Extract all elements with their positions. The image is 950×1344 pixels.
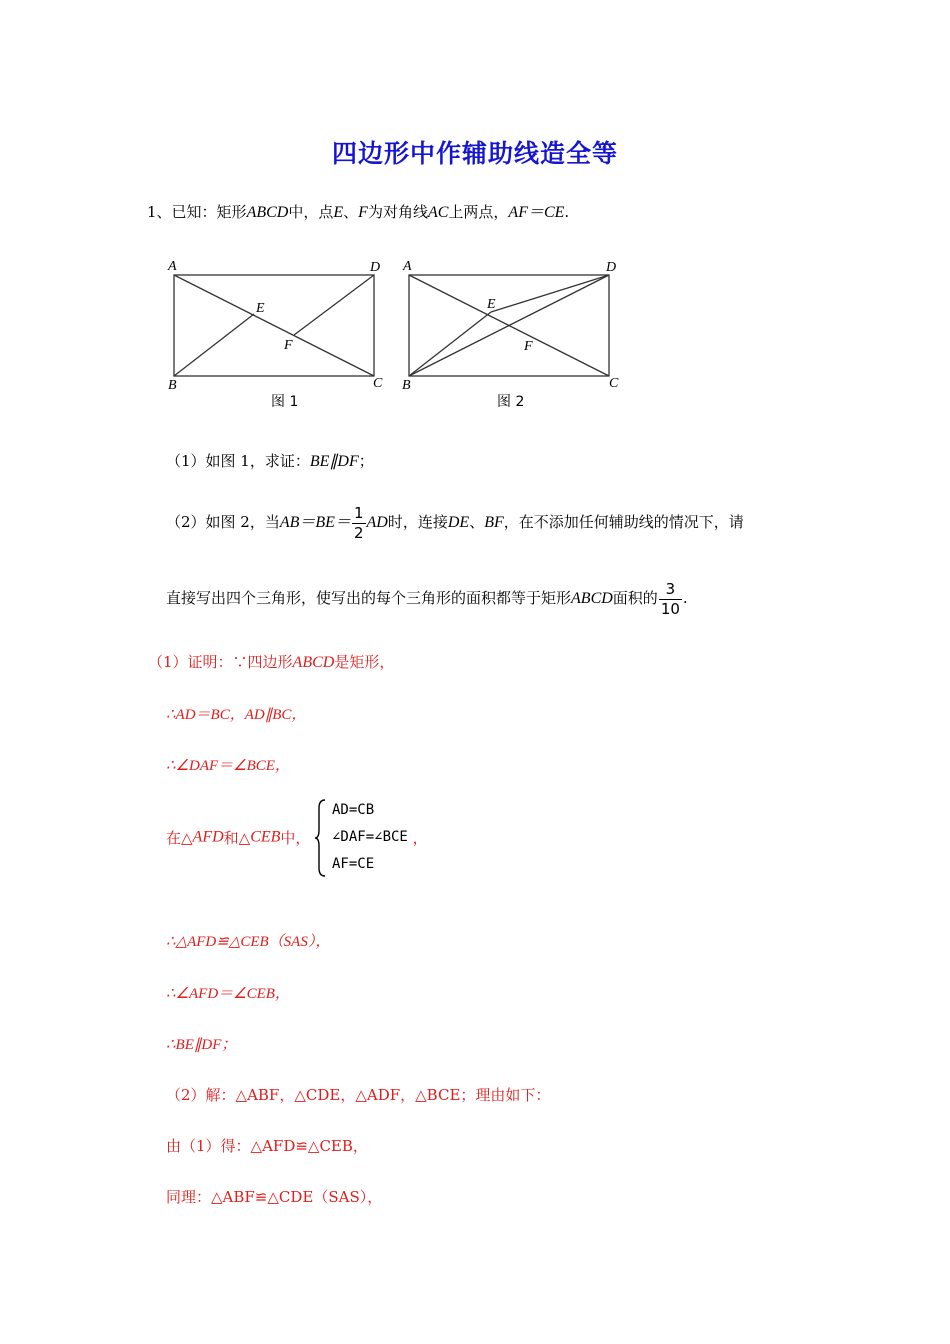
label-d: D: [370, 260, 381, 275]
condition: AF＝CE: [508, 204, 565, 221]
question-2-line-1: [166, 496, 744, 549]
system-lines: [332, 797, 408, 878]
label-a: A: [168, 259, 177, 274]
fraction-three-tenths: [659, 579, 682, 618]
label-e: E: [256, 301, 265, 316]
fraction-half: [352, 503, 366, 542]
segment-df: [294, 275, 374, 335]
text: 是矩形，: [334, 653, 395, 671]
text: .: [682, 589, 688, 607]
q1-prefix: （1）如图 1，求证：: [166, 452, 310, 470]
label-a: A: [403, 259, 412, 274]
text: 、: [343, 203, 359, 221]
label-c: C: [609, 376, 619, 391]
question-2-line-2: [166, 572, 688, 625]
triangle-afd: AFD: [192, 828, 224, 846]
figure-2: [395, 255, 635, 415]
fraction-denominator: 10: [660, 599, 680, 618]
q2-math: AB＝BE＝: [279, 514, 351, 531]
answer-line-1: [148, 651, 394, 672]
given-text: 已知：矩形: [171, 203, 247, 221]
text: 在△: [166, 829, 193, 847]
rect-name: ABCD: [292, 654, 335, 671]
label-f: F: [524, 339, 533, 354]
answer-line-9: 由（1）得：△AFD≌△CEB，: [166, 1137, 368, 1155]
segment-be: [409, 312, 491, 376]
answer-line-6: ∴∠AFD＝∠CEB，: [166, 986, 290, 1002]
segment-be: [174, 314, 254, 376]
caption-2: 图 2: [497, 394, 525, 410]
answer-line-5: ∴△AFD≌△CEB（SAS），: [166, 934, 331, 950]
system-line-3: AF=CE: [332, 856, 375, 872]
text: 为对角线: [367, 203, 428, 221]
question-1: [166, 450, 374, 471]
system-line-2: ∠DAF=∠BCE: [332, 829, 408, 845]
problem-number: 1、: [147, 203, 172, 221]
text: 中，点: [288, 203, 334, 221]
text: 和△: [223, 829, 251, 847]
label-e: E: [487, 297, 496, 312]
segment-de-label: DE: [447, 514, 470, 531]
diagonal-ac: [174, 275, 374, 376]
segment-bf-label: BF: [484, 514, 504, 531]
label-c: C: [373, 376, 383, 391]
diagonal-ac: AC: [427, 204, 449, 221]
answer-line-2: ∴AD＝BC，AD∥BC，: [166, 707, 307, 723]
label-b: B: [402, 378, 411, 393]
rect-name: ABCD: [246, 204, 289, 221]
answer-line-8: （2）解：△ABF，△CDE，△ADF，△BCE；理由如下：: [166, 1086, 551, 1104]
text: 中，: [280, 829, 311, 847]
q2-math: AD: [366, 514, 388, 531]
answer-line-7: ∴BE∥DF；: [166, 1037, 237, 1053]
answer-line-4: [166, 797, 428, 887]
equation-system: [315, 797, 408, 878]
fraction-numerator: 3: [659, 582, 682, 600]
left-brace: [315, 798, 327, 878]
figure-1: [160, 255, 400, 415]
q1-suffix: ；: [358, 452, 374, 470]
fraction-denominator: 2: [353, 523, 364, 542]
text: 、: [469, 513, 485, 531]
system-line-1: AD=CB: [332, 802, 375, 818]
label-b: B: [168, 378, 177, 393]
point-e: E: [333, 204, 344, 221]
text: （1）证明：∵四边形: [148, 653, 293, 671]
label-d: D: [606, 260, 617, 275]
page-title: 四边形中作辅助线造全等: [331, 139, 618, 168]
caption-1: 图 1: [271, 394, 299, 410]
segment-de: [491, 275, 609, 312]
point-f: F: [358, 204, 368, 221]
label-f: F: [284, 338, 293, 353]
triangle-ceb: CEB: [250, 828, 281, 846]
text: ，在不添加任何辅助线的情况下，请: [503, 513, 744, 531]
fraction-numerator: 1: [353, 503, 364, 522]
text: 直接写出四个三角形，使写出的每个三角形的面积都等于矩形: [166, 589, 572, 607]
answer-line-10: 同理：△ABF≌△CDE（SAS），: [166, 1188, 383, 1206]
problem-statement: [147, 199, 569, 222]
text: 时，连接: [387, 513, 448, 531]
text: .: [564, 203, 570, 221]
text: 上两点，: [448, 203, 509, 221]
text: ，: [412, 829, 428, 847]
q1-math: BE∥DF: [309, 453, 359, 470]
rect-name: ABCD: [571, 590, 613, 607]
q2-prefix: （2）如图 2，当: [166, 513, 280, 531]
text: 面积的: [612, 589, 658, 607]
answer-line-3: ∴∠DAF＝∠BCE，: [166, 758, 290, 774]
